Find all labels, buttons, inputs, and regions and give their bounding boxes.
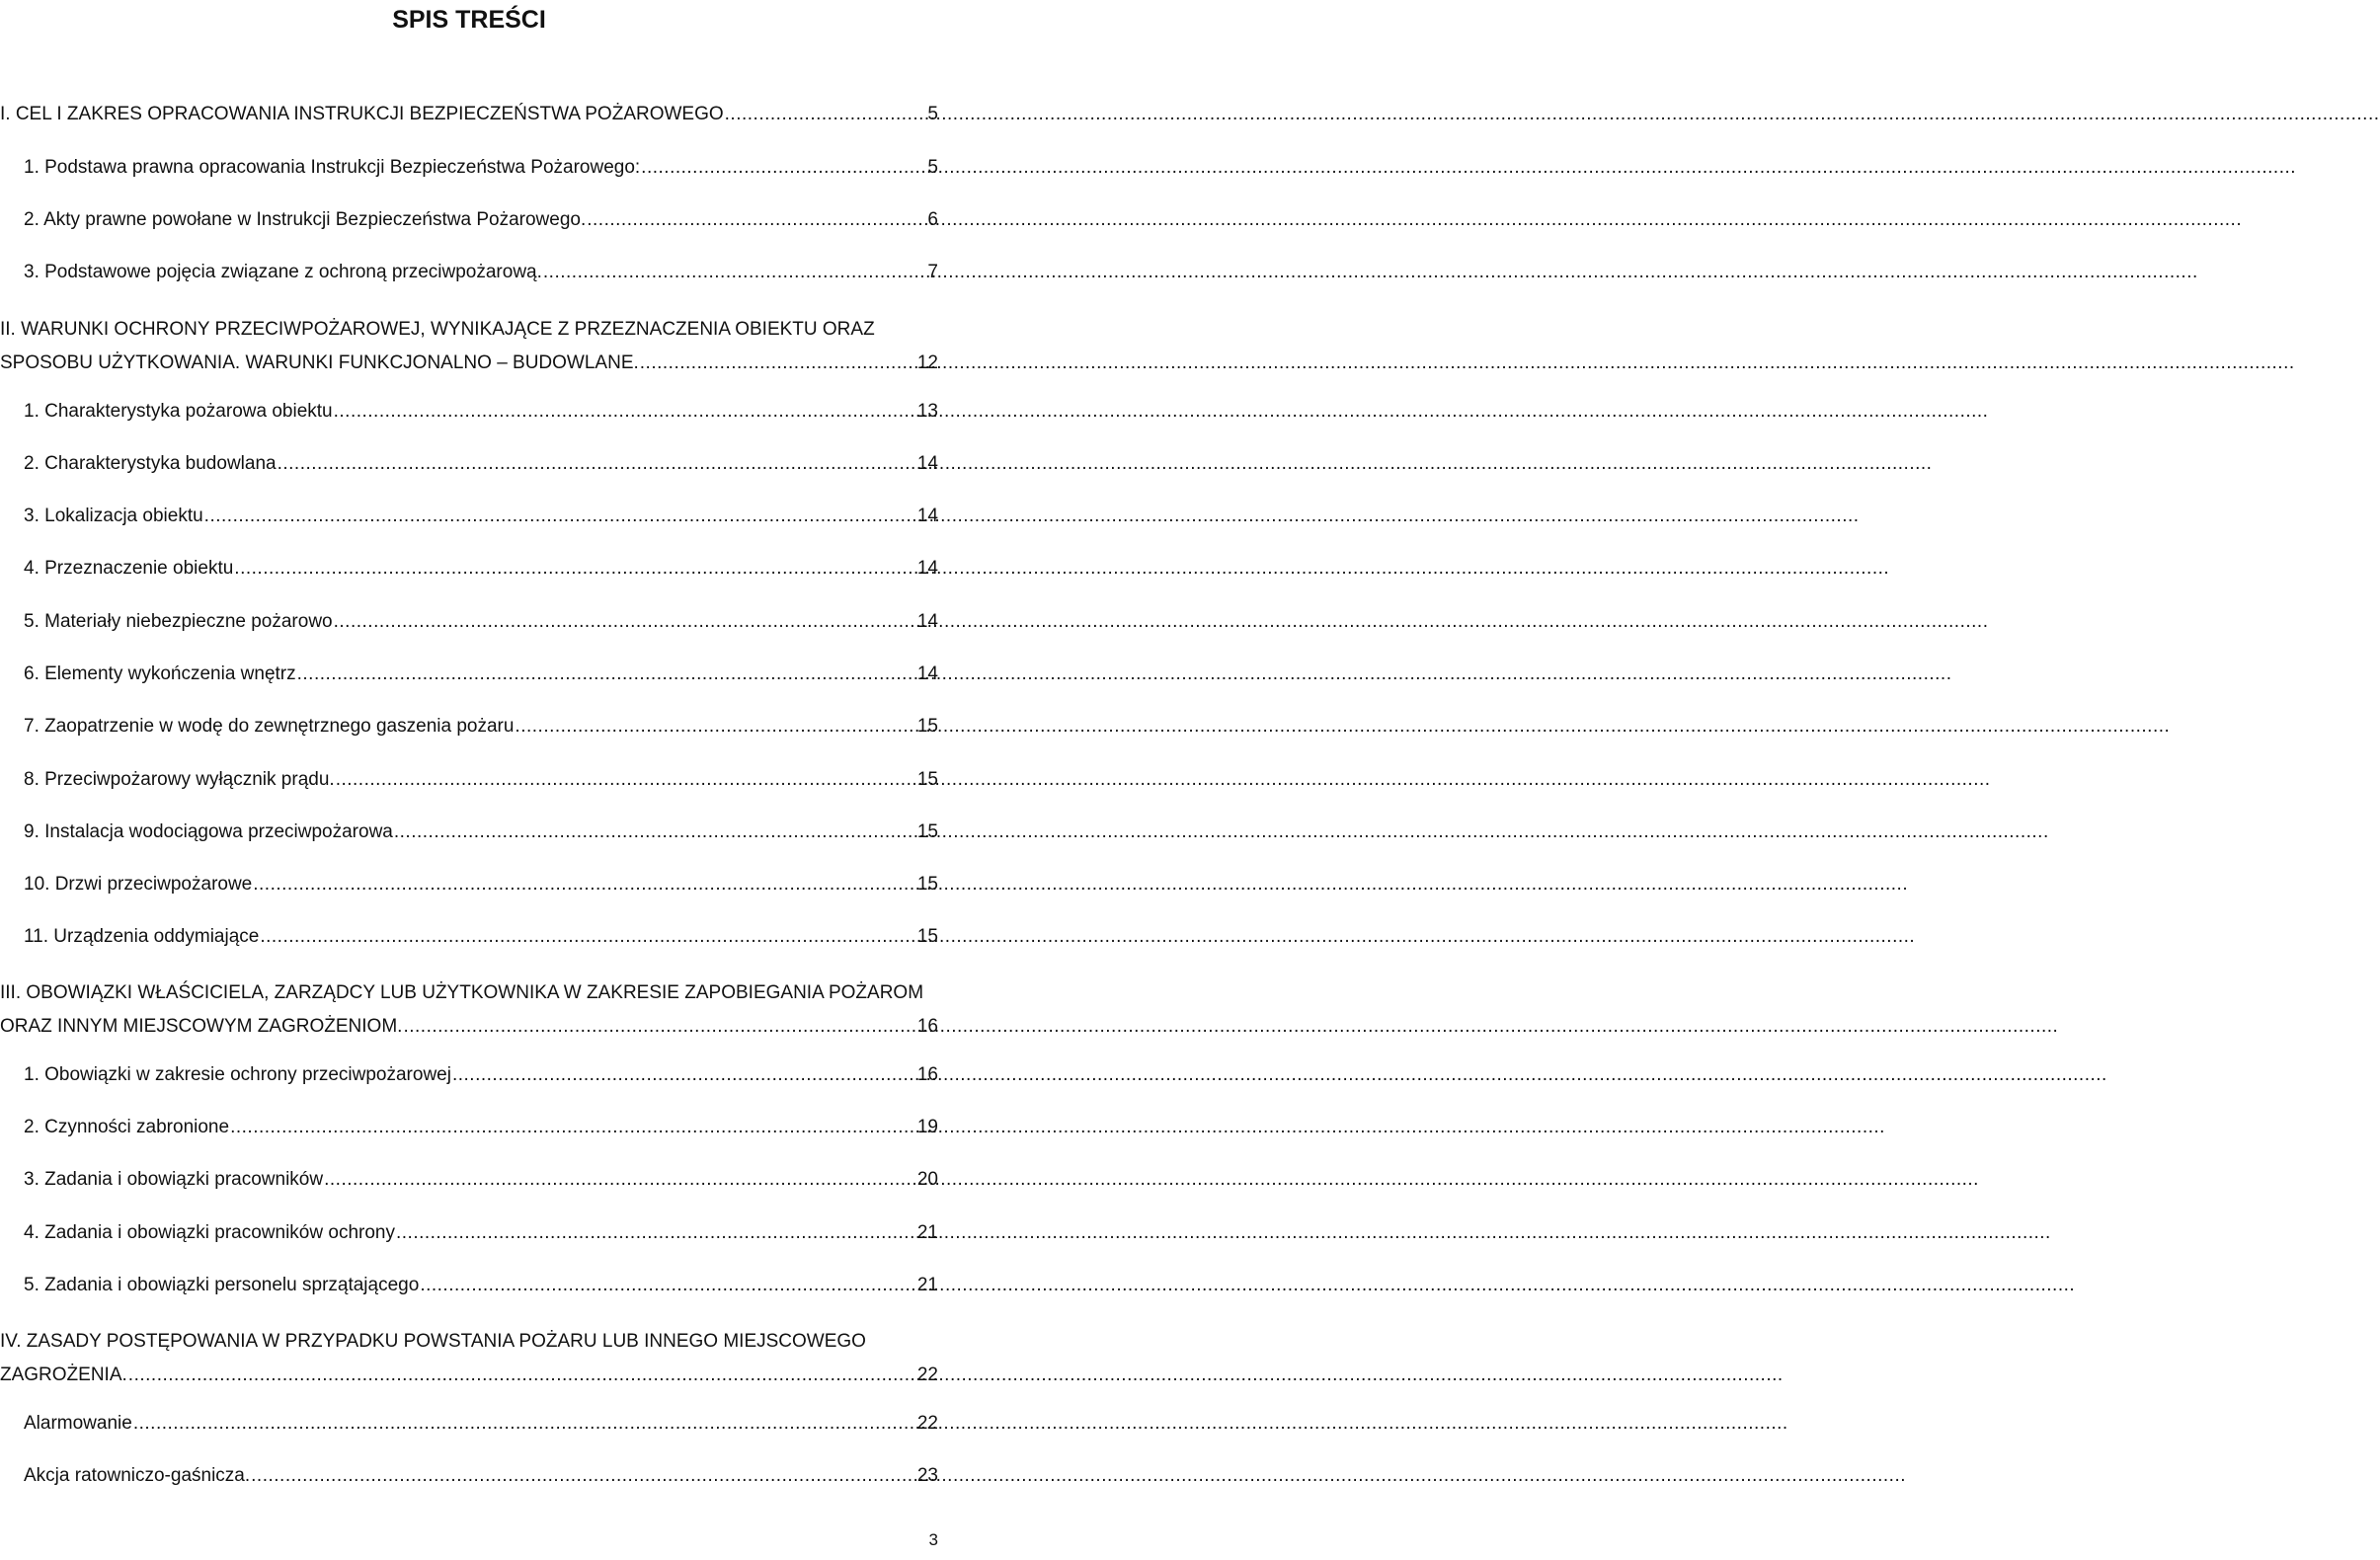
- toc-entry-page: 14: [916, 453, 938, 474]
- toc-entry-line: [24, 451, 938, 477]
- dot-leader: [336, 767, 916, 793]
- toc-entry[interactable]: [24, 155, 938, 181]
- toc-entry-label: 4. Zadania i obowiązki pracowników ochrony: [24, 1222, 395, 1243]
- toc-entry-line: [24, 504, 938, 529]
- toc-entry-label: Alarmowanie: [24, 1413, 132, 1434]
- toc-entry[interactable]: [24, 1411, 938, 1437]
- page-title: SPIS TREŚCI: [392, 6, 546, 34]
- toc-entry-line: [24, 1411, 938, 1437]
- toc-entry-line: [24, 924, 938, 950]
- toc-entry-page: 5: [927, 104, 938, 124]
- toc-entry-page: 20: [916, 1169, 938, 1190]
- dot-leader: [251, 1463, 916, 1489]
- toc-entry-page: 14: [916, 663, 938, 684]
- toc-entry-line: [0, 102, 938, 127]
- dot-leader: [640, 347, 916, 380]
- toc-entry-line: [24, 207, 938, 233]
- page-number: 3: [928, 1530, 938, 1549]
- toc-entry-line: [24, 767, 938, 793]
- toc-entry-label: 5. Materiały niebezpieczne pożarowo: [24, 611, 333, 632]
- toc-entry-label: 10. Drzwi przeciwpożarowe: [24, 874, 253, 895]
- toc-entry-label: 2. Charakterystyka budowlana: [24, 453, 277, 474]
- toc-entry-label: 5. Zadania i obowiązki personelu sprzątającego: [24, 1275, 420, 1295]
- toc-entry[interactable]: [24, 1115, 938, 1140]
- toc-entry-line: [24, 662, 938, 687]
- toc-entry-line: [24, 260, 938, 285]
- dot-leader: [297, 662, 916, 687]
- toc-entry-label: 1. Obowiązki w zakresie ochrony przeciwpożarowej: [24, 1064, 451, 1085]
- dot-leader: [234, 556, 916, 582]
- toc-entry-label: SPOSOBU UŻYTKOWANIA. WARUNKI FUNKCJONALNO – BUDOWLANE.: [0, 352, 639, 373]
- toc-entry[interactable]: [24, 662, 938, 687]
- toc-entry-page: 7: [927, 262, 938, 282]
- toc-entry-line: [24, 1115, 938, 1140]
- toc-entry[interactable]: [24, 1167, 938, 1193]
- toc-entry-line: [0, 1010, 938, 1044]
- toc-entry[interactable]: [24, 260, 938, 285]
- toc-entry[interactable]: [24, 1463, 938, 1489]
- toc-entry-page: 15: [916, 821, 938, 842]
- toc-entry-line: [24, 1220, 938, 1246]
- toc-entry[interactable]: [0, 102, 938, 127]
- toc-entry-label: Akcja ratowniczo-gaśnicza.: [24, 1465, 251, 1486]
- toc-entry-label: I. CEL I ZAKRES OPRACOWANIA INSTRUKCJI BEZPIECZEŃSTWA POŻAROWEGO: [0, 104, 724, 124]
- toc-entry[interactable]: [24, 504, 938, 529]
- toc-entry[interactable]: [24, 872, 938, 897]
- toc-entry-label: 8. Przeciwpożarowy wyłącznik prądu.: [24, 769, 335, 790]
- toc-entry-line: [0, 347, 938, 380]
- toc-entry-page: 15: [916, 769, 938, 790]
- toc-entry-page: 13: [916, 401, 938, 422]
- toc-entry-page: 15: [916, 874, 938, 895]
- toc-entry[interactable]: [24, 207, 938, 233]
- toc-entry-page: 21: [916, 1275, 938, 1295]
- toc-entry-label: 11. Urządzenia oddymiające: [24, 926, 260, 947]
- dot-leader: [230, 1115, 916, 1140]
- toc-entry-heading-line: II. WARUNKI OCHRONY PRZECIWPOŻAROWEJ, WYNIKAJĄCE Z PRZEZNACZENIA OBIEKTU ORAZ: [0, 319, 875, 340]
- toc-entry[interactable]: [24, 609, 938, 635]
- toc-entry[interactable]: [24, 714, 938, 740]
- toc-entry[interactable]: [24, 819, 938, 845]
- toc-entry-label: 4. Przeznaczenie obiektu: [24, 558, 234, 579]
- toc-entry-line: [24, 1273, 938, 1298]
- toc-entry-label: 2. Czynności zabronione: [24, 1117, 230, 1137]
- dot-leader: [260, 924, 916, 950]
- toc-entry[interactable]: [24, 767, 938, 793]
- toc-entry-page: 19: [916, 1117, 938, 1137]
- toc-entry-page: 21: [916, 1222, 938, 1243]
- dot-leader: [452, 1062, 916, 1088]
- toc-entry-page: 6: [927, 209, 938, 230]
- toc-entry[interactable]: [0, 976, 938, 1044]
- toc-entry-page: 16: [916, 1064, 938, 1085]
- toc-entry-line: [24, 399, 938, 425]
- toc-entry-page: 22: [916, 1365, 938, 1385]
- toc-entry[interactable]: [0, 313, 938, 380]
- toc-entry-line: [0, 1359, 938, 1392]
- toc-entry-label: 3. Zadania i obowiązki pracowników: [24, 1169, 324, 1190]
- toc-entry-page: 15: [916, 926, 938, 947]
- dot-leader: [334, 609, 916, 635]
- toc-entry-label: 3. Lokalizacja obiektu: [24, 506, 203, 526]
- dot-leader: [641, 155, 926, 181]
- toc-entry-line: [24, 1167, 938, 1193]
- dot-leader: [725, 102, 927, 127]
- toc-entry-page: 15: [916, 716, 938, 737]
- dot-leader: [396, 1220, 916, 1246]
- dot-leader: [334, 399, 916, 425]
- toc-entry-line: [24, 556, 938, 582]
- dot-leader: [515, 714, 915, 740]
- toc-entry-label: 3. Podstawowe pojęcia związane z ochroną przeciwpożarową.: [24, 262, 542, 282]
- dot-leader: [324, 1167, 916, 1193]
- toc-entry[interactable]: [24, 451, 938, 477]
- toc-entry[interactable]: [24, 1062, 938, 1088]
- toc-entry-line: [24, 872, 938, 897]
- toc-entry-page: 16: [916, 1016, 938, 1037]
- dot-leader: [278, 451, 916, 477]
- toc-entry-line: [24, 819, 938, 845]
- dot-leader: [253, 872, 916, 897]
- toc-entry-heading-line: IV. ZASADY POSTĘPOWANIA W PRZYPADKU POWSTANIA POŻARU LUB INNEGO MIEJSCOWEGO: [0, 1331, 866, 1352]
- toc-entry-label: 9. Instalacja wodociągowa przeciwpożarowa: [24, 821, 393, 842]
- toc-entry-label: 2. Akty prawne powołane w Instrukcji Bezpieczeństwa Pożarowego.: [24, 209, 587, 230]
- toc-entry-page: 5: [927, 157, 938, 178]
- toc-entry[interactable]: [24, 924, 938, 950]
- dot-leader: [587, 207, 926, 233]
- toc-entry-line: [24, 1463, 938, 1489]
- toc-entry-page: 14: [916, 506, 938, 526]
- toc-entry[interactable]: [24, 1220, 938, 1246]
- toc-entry[interactable]: [0, 1325, 938, 1392]
- dot-leader: [204, 504, 916, 529]
- toc-entry-page: 12: [916, 352, 938, 373]
- toc-entry-label: 6. Elementy wykończenia wnętrz: [24, 663, 296, 684]
- toc-entry-label: ORAZ INNYM MIEJSCOWYM ZAGROŻENIOM.: [0, 1016, 403, 1037]
- toc-entry-line: [24, 714, 938, 740]
- toc-entry-label: 1. Podstawa prawna opracowania Instrukcji Bezpieczeństwa Pożarowego:: [24, 157, 641, 178]
- toc-entry-heading-line: III. OBOWIĄZKI WŁAŚCICIELA, ZARZĄDCY LUB UŻYTKOWNIKA W ZAKRESIE ZAPOBIEGANIA POŻAROM: [0, 982, 924, 1003]
- dot-leader: [128, 1359, 916, 1392]
- toc-entry-line: [24, 609, 938, 635]
- dot-leader: [420, 1273, 916, 1298]
- toc-entry-page: 14: [916, 611, 938, 632]
- toc-entry-label: ZAGROŻENIA.: [0, 1365, 127, 1385]
- toc-entry[interactable]: [24, 1273, 938, 1298]
- dot-leader: [403, 1010, 915, 1044]
- toc-entry[interactable]: [24, 399, 938, 425]
- toc-entry-label: 1. Charakterystyka pożarowa obiektu: [24, 401, 333, 422]
- dot-leader: [543, 260, 927, 285]
- toc-entry-line: [24, 155, 938, 181]
- toc-entry[interactable]: [24, 556, 938, 582]
- toc-entry-page: 14: [916, 558, 938, 579]
- toc-entry-page: 22: [916, 1413, 938, 1434]
- toc-entry-line: [24, 1062, 938, 1088]
- dot-leader: [394, 819, 916, 845]
- toc-entry-page: 23: [916, 1465, 938, 1486]
- dot-leader: [133, 1411, 916, 1437]
- toc-entry-label: 7. Zaopatrzenie w wodę do zewnętrznego gaszenia pożaru: [24, 716, 515, 737]
